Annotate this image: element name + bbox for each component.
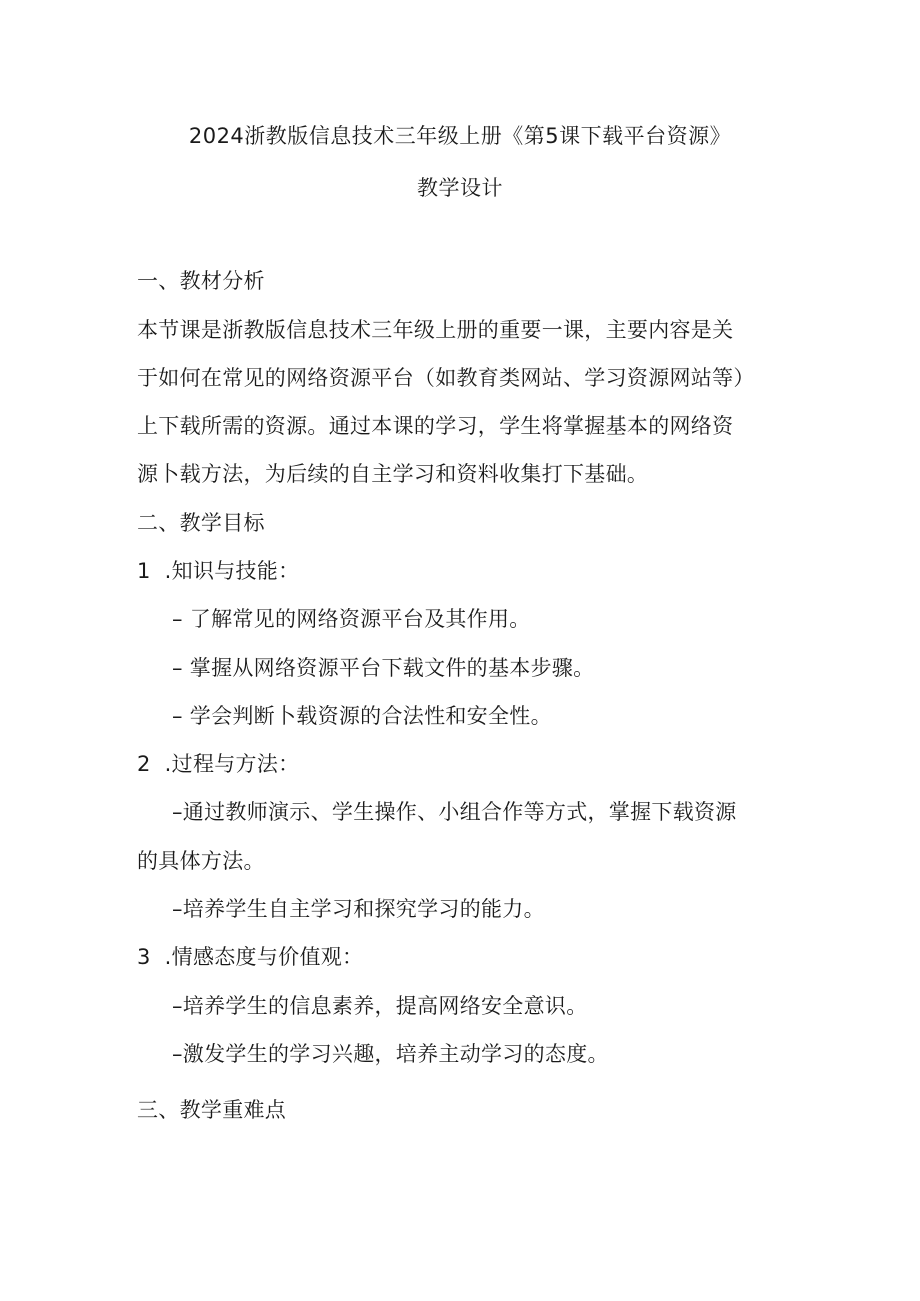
document-title: 2024浙教版信息技术三年级上册《第5课下载平台资源》 — [188, 124, 732, 148]
list-item: – 掌握从网络资源平台下载文件的基本步骤。 — [172, 656, 595, 680]
section-heading-textbook-analysis: 一、教材分析 — [137, 269, 265, 293]
paragraph-line: 于如何在常见的网络资源平台（如教育类网站、学习资源网站等） — [137, 366, 755, 390]
goal-heading-knowledge-skills — [137, 555, 299, 585]
paragraph-line: 本节课是浙教版信息技术三年级上册的重要一课，主要内容是关 — [137, 318, 734, 342]
goal-label: .情感态度与价值观： — [164, 945, 364, 969]
goal-label: .知识与技能： — [164, 559, 300, 583]
goal-number: 3 — [137, 945, 151, 969]
paragraph-line: 源卜载方法，为后续的自主学习和资料收集打下基础。 — [137, 462, 649, 486]
list-item: –培养学生自主学习和探究学习的能力。 — [172, 897, 545, 921]
goal-label: .过程与方法： — [164, 752, 300, 776]
goal-heading-process-methods — [137, 748, 299, 778]
section-heading-key-difficult-points: 三、教学重难点 — [137, 1098, 287, 1122]
list-item: – 学会判断卜载资源的合法性和安全性。 — [172, 704, 552, 728]
goal-number: 2 — [137, 752, 151, 776]
document-subtitle: 教学设计 — [417, 176, 503, 200]
list-item-continuation: 的具体方法。 — [137, 849, 265, 873]
list-item: –激发学生的学习兴趣，培养主动学习的态度。 — [172, 1042, 609, 1066]
list-item: – 了解常见的网络资源平台及其作用。 — [172, 607, 531, 631]
section-heading-teaching-goals: 二、教学目标 — [137, 511, 265, 535]
goal-heading-attitude-values — [137, 941, 363, 971]
paragraph-line: 上下载所需的资源。通过本课的学习，学生将掌握基本的网络资 — [137, 414, 734, 438]
goal-number: 1 — [137, 559, 151, 583]
list-item: –通过教师演示、学生操作、小组合作等方式，掌握下载资源 — [172, 800, 737, 824]
list-item: –培养学生的信息素养，提高网络安全意识。 — [172, 994, 588, 1018]
